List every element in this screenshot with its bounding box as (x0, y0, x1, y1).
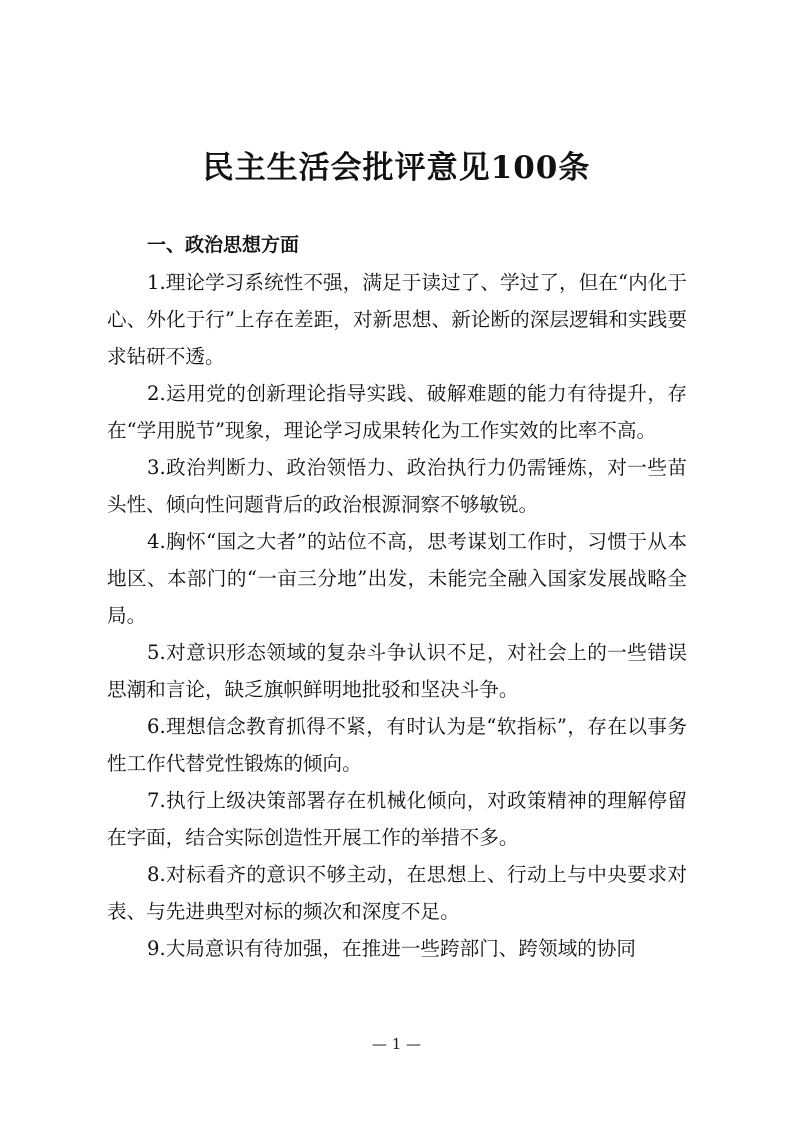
paragraph-item-4: 4.胸怀“国之大者”的站位不高，思考谋划工作时，习惯于从本地区、本部门的“一亩三分地”出发，未能完全融入国家发展战略全局。 (107, 530, 687, 627)
document-body (107, 227, 687, 967)
paragraph-item-7: 7.执行上级决策部署存在机械化倾向，对政策精神的理解停留在字面，结合实际创造性开展工作的举措不多。 (107, 789, 687, 849)
document-title: 民主生活会批评意见100条 (202, 150, 591, 186)
paragraph-item-9: 9.大局意识有待加强，在推进一些跨部门、跨领域的协同 (147, 937, 636, 960)
paragraph-item-1: 1.理论学习系统性不强，满足于读过了、学过了，但在“内化于心、外化于行”上存在差距，对新思想、新论断的深层逻辑和实践要求钻研不透。 (107, 271, 687, 368)
paragraph-item-3: 3.政治判断力、政治领悟力、政治执行力仍需锤炼，对一些苗头性、倾向性问题背后的政治根源洞察不够敏锐。 (107, 456, 687, 516)
paragraph-item-2: 2.运用党的创新理论指导实践、破解难题的能力有待提升，存在“学用脱节”现象，理论学习成果转化为工作实效的比率不高。 (107, 382, 687, 442)
paragraph-item-5: 5.对意识形态领域的复杂斗争认识不足，对社会上的一些错误思潮和言论，缺乏旗帜鲜明地批驳和坚决斗争。 (107, 641, 687, 701)
section-heading: 一、政治思想方面 (147, 234, 300, 256)
paragraph-item-8: 8.对标看齐的意识不够主动，在思想上、行动上与中央要求对表、与先进典型对标的频次和深度不足。 (107, 863, 687, 923)
paragraph-item-6: 6.理想信念教育抓得不紧，有时认为是“软指标”，存在以事务性工作代替党性锻炼的倾向。 (107, 715, 687, 775)
page-number: — 1 — (371, 1035, 422, 1053)
